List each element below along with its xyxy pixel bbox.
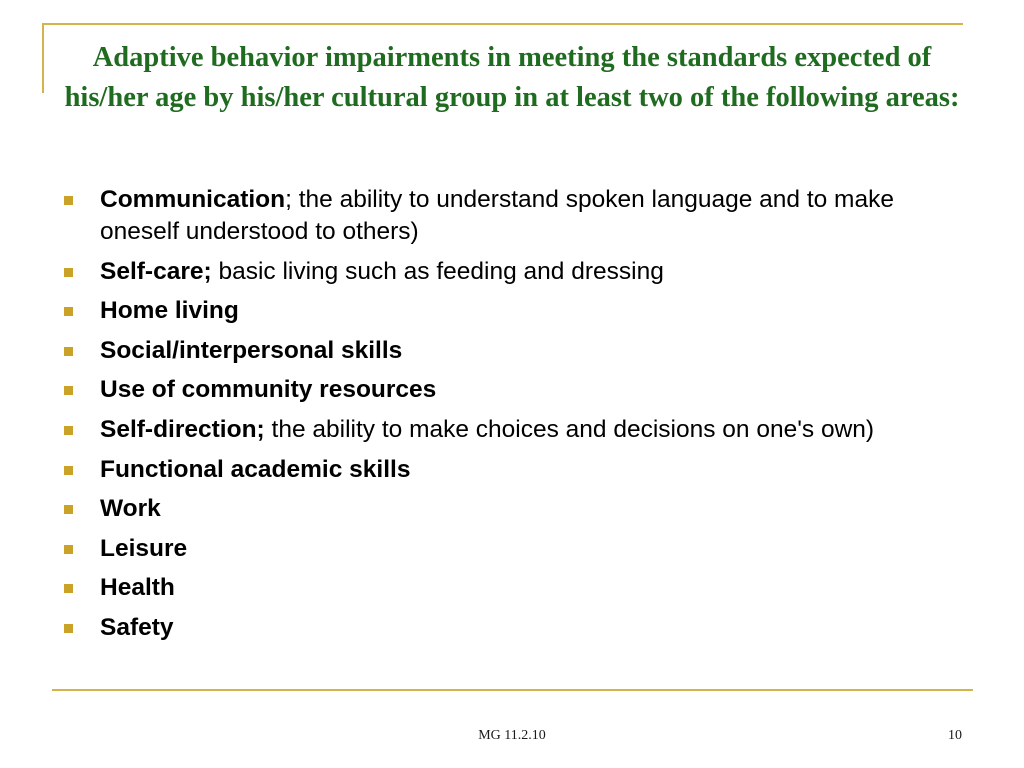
item-term: Leisure [100,534,188,562]
square-bullet-icon [64,347,73,356]
title-rest: impairments in meeting the standards expected of his/her age by his/her cultural group in at least two of the following areas: [64,42,960,113]
list-item [62,414,962,446]
list-item [62,295,962,327]
list-item [62,612,962,644]
square-bullet-icon [64,466,73,475]
item-description: ; the ability to understand spoken language and to make oneself understood to others) [100,186,894,245]
list-item [62,493,962,525]
bottom-divider [52,689,973,691]
list-item [62,572,962,604]
square-bullet-icon [64,545,73,554]
list-item [62,374,962,406]
square-bullet-icon [64,307,73,316]
list-item [62,256,962,288]
square-bullet-icon [64,386,73,395]
bullet-list [62,184,962,652]
square-bullet-icon [64,624,73,633]
list-item [62,454,962,486]
square-bullet-icon [64,268,73,277]
item-term: Social/interpersonal skills [100,336,403,364]
item-term: Functional academic skills [100,455,411,483]
page-number: 10 [948,728,962,743]
footer-label: MG 11.2.10 [478,728,546,743]
top-divider [42,23,963,25]
item-term: Work [100,495,161,523]
list-item [62,335,962,367]
item-term: Communication [100,186,286,213]
item-term: Self-direction; [100,415,265,443]
list-item [62,533,962,565]
slide-title [58,38,966,118]
item-term: Self-care; [100,257,212,285]
item-term: Safety [100,613,174,641]
left-divider [42,23,44,93]
item-term: Health [100,574,175,602]
item-description: basic living such as feeding and dressing [211,257,664,285]
square-bullet-icon [64,426,73,435]
item-term: Use of community resources [100,376,437,404]
list-item [62,184,962,248]
square-bullet-icon [64,196,73,205]
item-term: Home living [100,297,239,325]
square-bullet-icon [64,584,73,593]
title-bold: Adaptive behavior [92,42,318,73]
item-description: the ability to make choices and decisions on one's own) [264,415,875,443]
square-bullet-icon [64,505,73,514]
